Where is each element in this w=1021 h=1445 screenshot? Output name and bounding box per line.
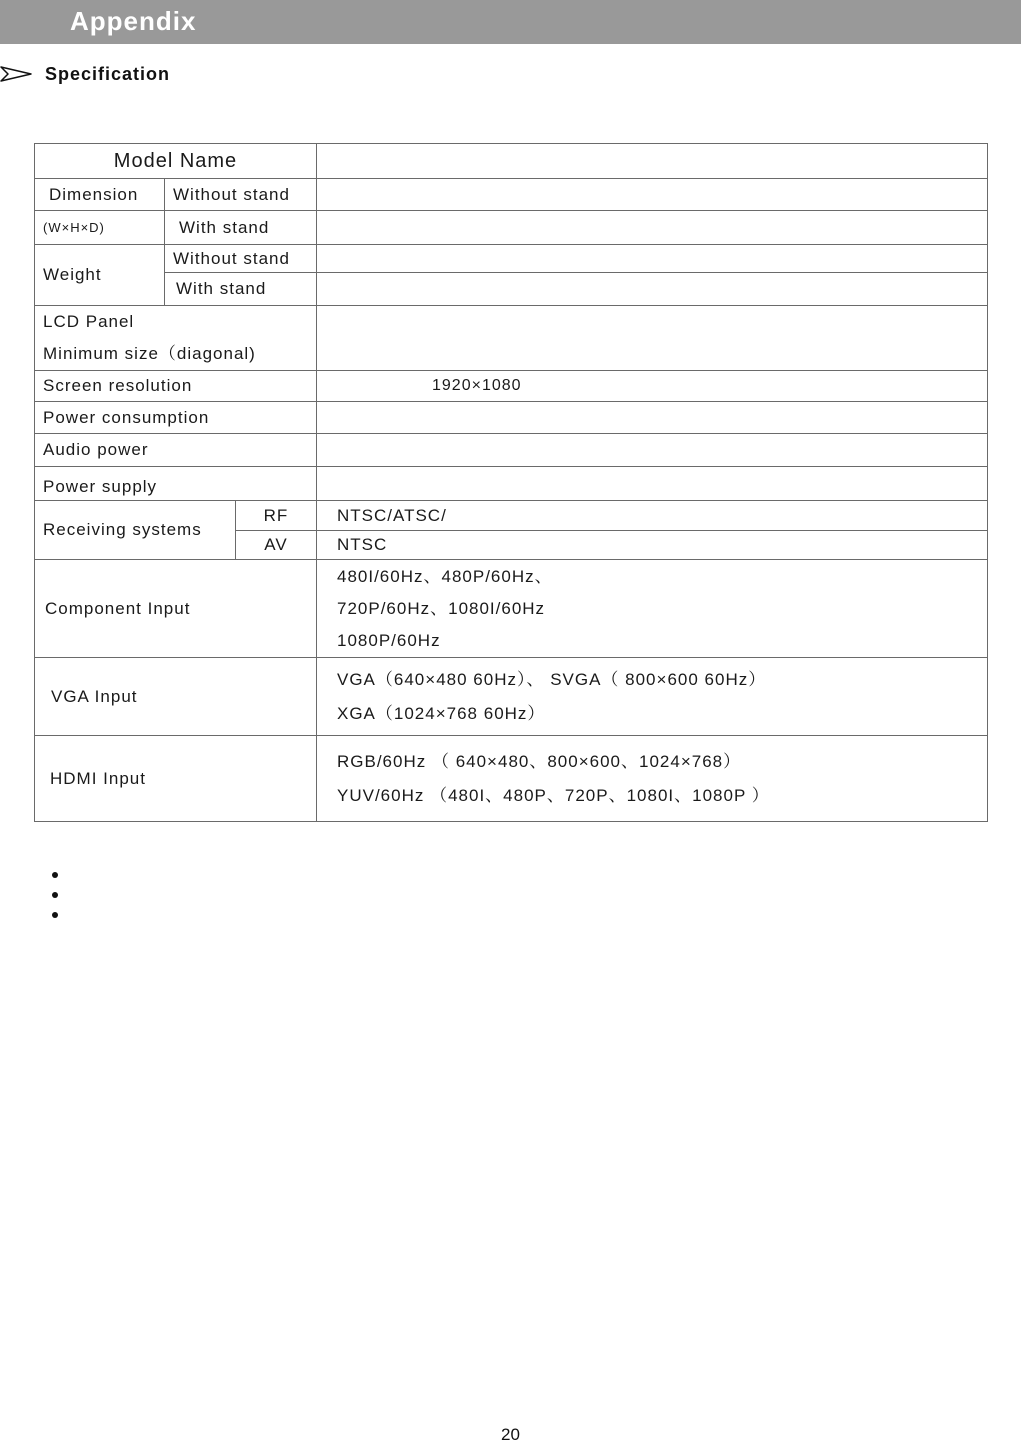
dimension-without-stand-value bbox=[317, 179, 988, 211]
power-supply-value bbox=[317, 467, 988, 501]
table-row bbox=[35, 434, 988, 467]
table-row bbox=[35, 467, 988, 501]
page-title: Appendix bbox=[70, 6, 197, 36]
table-row bbox=[35, 273, 988, 306]
power-consumption-label: Power consumption bbox=[35, 402, 317, 434]
vga-input-value bbox=[317, 658, 988, 736]
lcd-panel-label-line2: Minimum size（diagonal) bbox=[43, 344, 256, 363]
component-input-label: Component Input bbox=[35, 560, 317, 658]
header-bar bbox=[0, 0, 1021, 44]
table-row bbox=[35, 560, 988, 658]
table-row bbox=[35, 245, 988, 273]
dimension-with-stand-label: With stand bbox=[165, 211, 317, 245]
model-name-value bbox=[317, 144, 988, 179]
vga-input-label: VGA Input bbox=[35, 658, 317, 736]
section-heading bbox=[0, 62, 400, 88]
audio-power-label: Audio power bbox=[35, 434, 317, 467]
component-input-line: 720P/60Hz、1080I/60Hz bbox=[337, 598, 546, 618]
weight-without-stand-value bbox=[317, 245, 988, 273]
receiving-av-value: NTSC bbox=[317, 531, 988, 560]
receiving-rf-label: RF bbox=[236, 501, 317, 531]
specification-table bbox=[34, 143, 988, 822]
power-consumption-value bbox=[317, 402, 988, 434]
component-input-line: 1080P/60Hz bbox=[337, 630, 441, 650]
model-name-label: Model Name bbox=[35, 144, 317, 179]
arrow-right-icon bbox=[0, 66, 32, 87]
power-supply-label: Power supply bbox=[35, 467, 317, 501]
table-row bbox=[35, 144, 988, 179]
component-input-value bbox=[317, 560, 988, 658]
vga-input-line: VGA（640×480 60Hz）、 SVGA（ 800×600 60Hz） bbox=[337, 669, 767, 689]
lcd-panel-label-line1: LCD Panel bbox=[43, 312, 135, 331]
weight-with-stand-label: With stand bbox=[165, 273, 317, 306]
hdmi-input-line: YUV/60Hz （480I、480P、720P、1080I、1080P ） bbox=[337, 785, 770, 805]
page-number: 20 bbox=[501, 1425, 520, 1444]
audio-power-value bbox=[317, 434, 988, 467]
hdmi-input-value bbox=[317, 736, 988, 822]
table-row bbox=[35, 402, 988, 434]
hdmi-input-label: HDMI Input bbox=[35, 736, 317, 822]
table-row bbox=[35, 736, 988, 822]
table-row bbox=[35, 306, 988, 371]
dimension-label: Dimension bbox=[35, 179, 165, 211]
hdmi-input-line: RGB/60Hz （ 640×480、800×600、1024×768） bbox=[337, 751, 742, 771]
dimension-without-stand-label: Without stand bbox=[165, 179, 317, 211]
weight-with-stand-value bbox=[317, 273, 988, 306]
receiving-rf-value: NTSC/ATSC/ bbox=[317, 501, 988, 531]
table-row bbox=[35, 211, 988, 245]
table-row bbox=[35, 371, 988, 402]
weight-without-stand-label: Without stand bbox=[165, 245, 317, 273]
table-row bbox=[35, 658, 988, 736]
table-row bbox=[35, 501, 988, 531]
vga-input-line: XGA（1024×768 60Hz） bbox=[337, 703, 546, 723]
lcd-panel-value bbox=[317, 306, 988, 371]
dimension-with-stand-value bbox=[317, 211, 988, 245]
dimension-sublabel: (W×H×D) bbox=[35, 211, 165, 245]
table-row bbox=[35, 179, 988, 211]
screen-resolution-label: Screen resolution bbox=[35, 371, 317, 402]
lcd-panel-label bbox=[35, 306, 317, 371]
section-title: Specification bbox=[45, 64, 171, 84]
receiving-av-label: AV bbox=[236, 531, 317, 560]
receiving-systems-label: Receiving systems bbox=[35, 501, 236, 560]
screen-resolution-value: 1920×1080 bbox=[317, 371, 988, 402]
component-input-line: 480I/60Hz、480P/60Hz、 bbox=[337, 566, 553, 586]
weight-label: Weight bbox=[35, 245, 165, 306]
